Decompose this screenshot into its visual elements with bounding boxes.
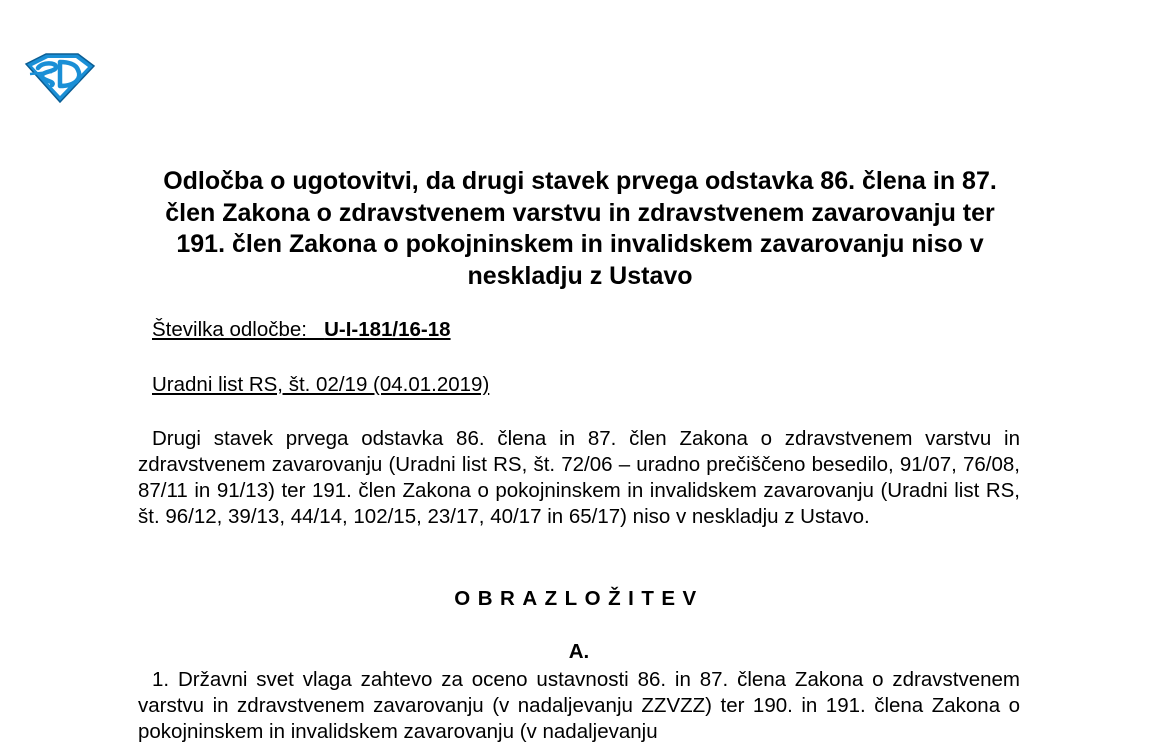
document-title: Odločba o ugotovitvi, da drugi stavek prvega odstavka 86. člena in 87. člen Zakona o zdravstvenem varstvu in zdravstvenem zavarovanju ter 191. člen Zakona o pokojninskem in invalidskem zavarovanju niso v neskladju z Ustavo: [163, 167, 997, 290]
reasoning-heading: OBRAZLOŽITEV: [454, 587, 704, 610]
operative-paragraph: [138, 426, 1020, 530]
decision-number-label: Številka odločbe:: [152, 318, 307, 341]
decision-number-value: U-I-181/16-18: [324, 318, 451, 341]
paragraph-1-text: 1. Državni svet vlaga zahtevo za oceno ustavnosti 86. in 87. člena Zakona o zdravstvenem varstvu in zdravstvenem zavarovanju (v nadaljevanju ZZVZZ) ter 190. in 191. člena Zakona o pokojninskem in invalidskem zavarovanju (v nadaljevanju: [138, 668, 1020, 743]
court-logo-icon: [22, 52, 96, 104]
decision-number: [152, 318, 451, 342]
paragraph-1: [138, 667, 1020, 745]
section-a-heading: A.: [568, 640, 590, 663]
gazette-reference: Uradni list RS, št. 02/19 (04.01.2019): [152, 373, 490, 396]
operative-paragraph-text: Drugi stavek prvega odstavka 86. člena in 87. člen Zakona o zdravstvenem varstvu in zdravstvenem zavarovanju (Uradni list RS, št. 72/06 – uradno prečiščeno besedilo, 91/07, 76/08, 87/11 in 91/13) ter 191. člen Zakona o pokojninskem in invalidskem zavarovanju (Uradni list RS, št. 96/12, 39/13, 44/14, 102/15, 23/17, 40/17 in 65/17) niso v neskladju z Ustavo.: [138, 427, 1020, 528]
